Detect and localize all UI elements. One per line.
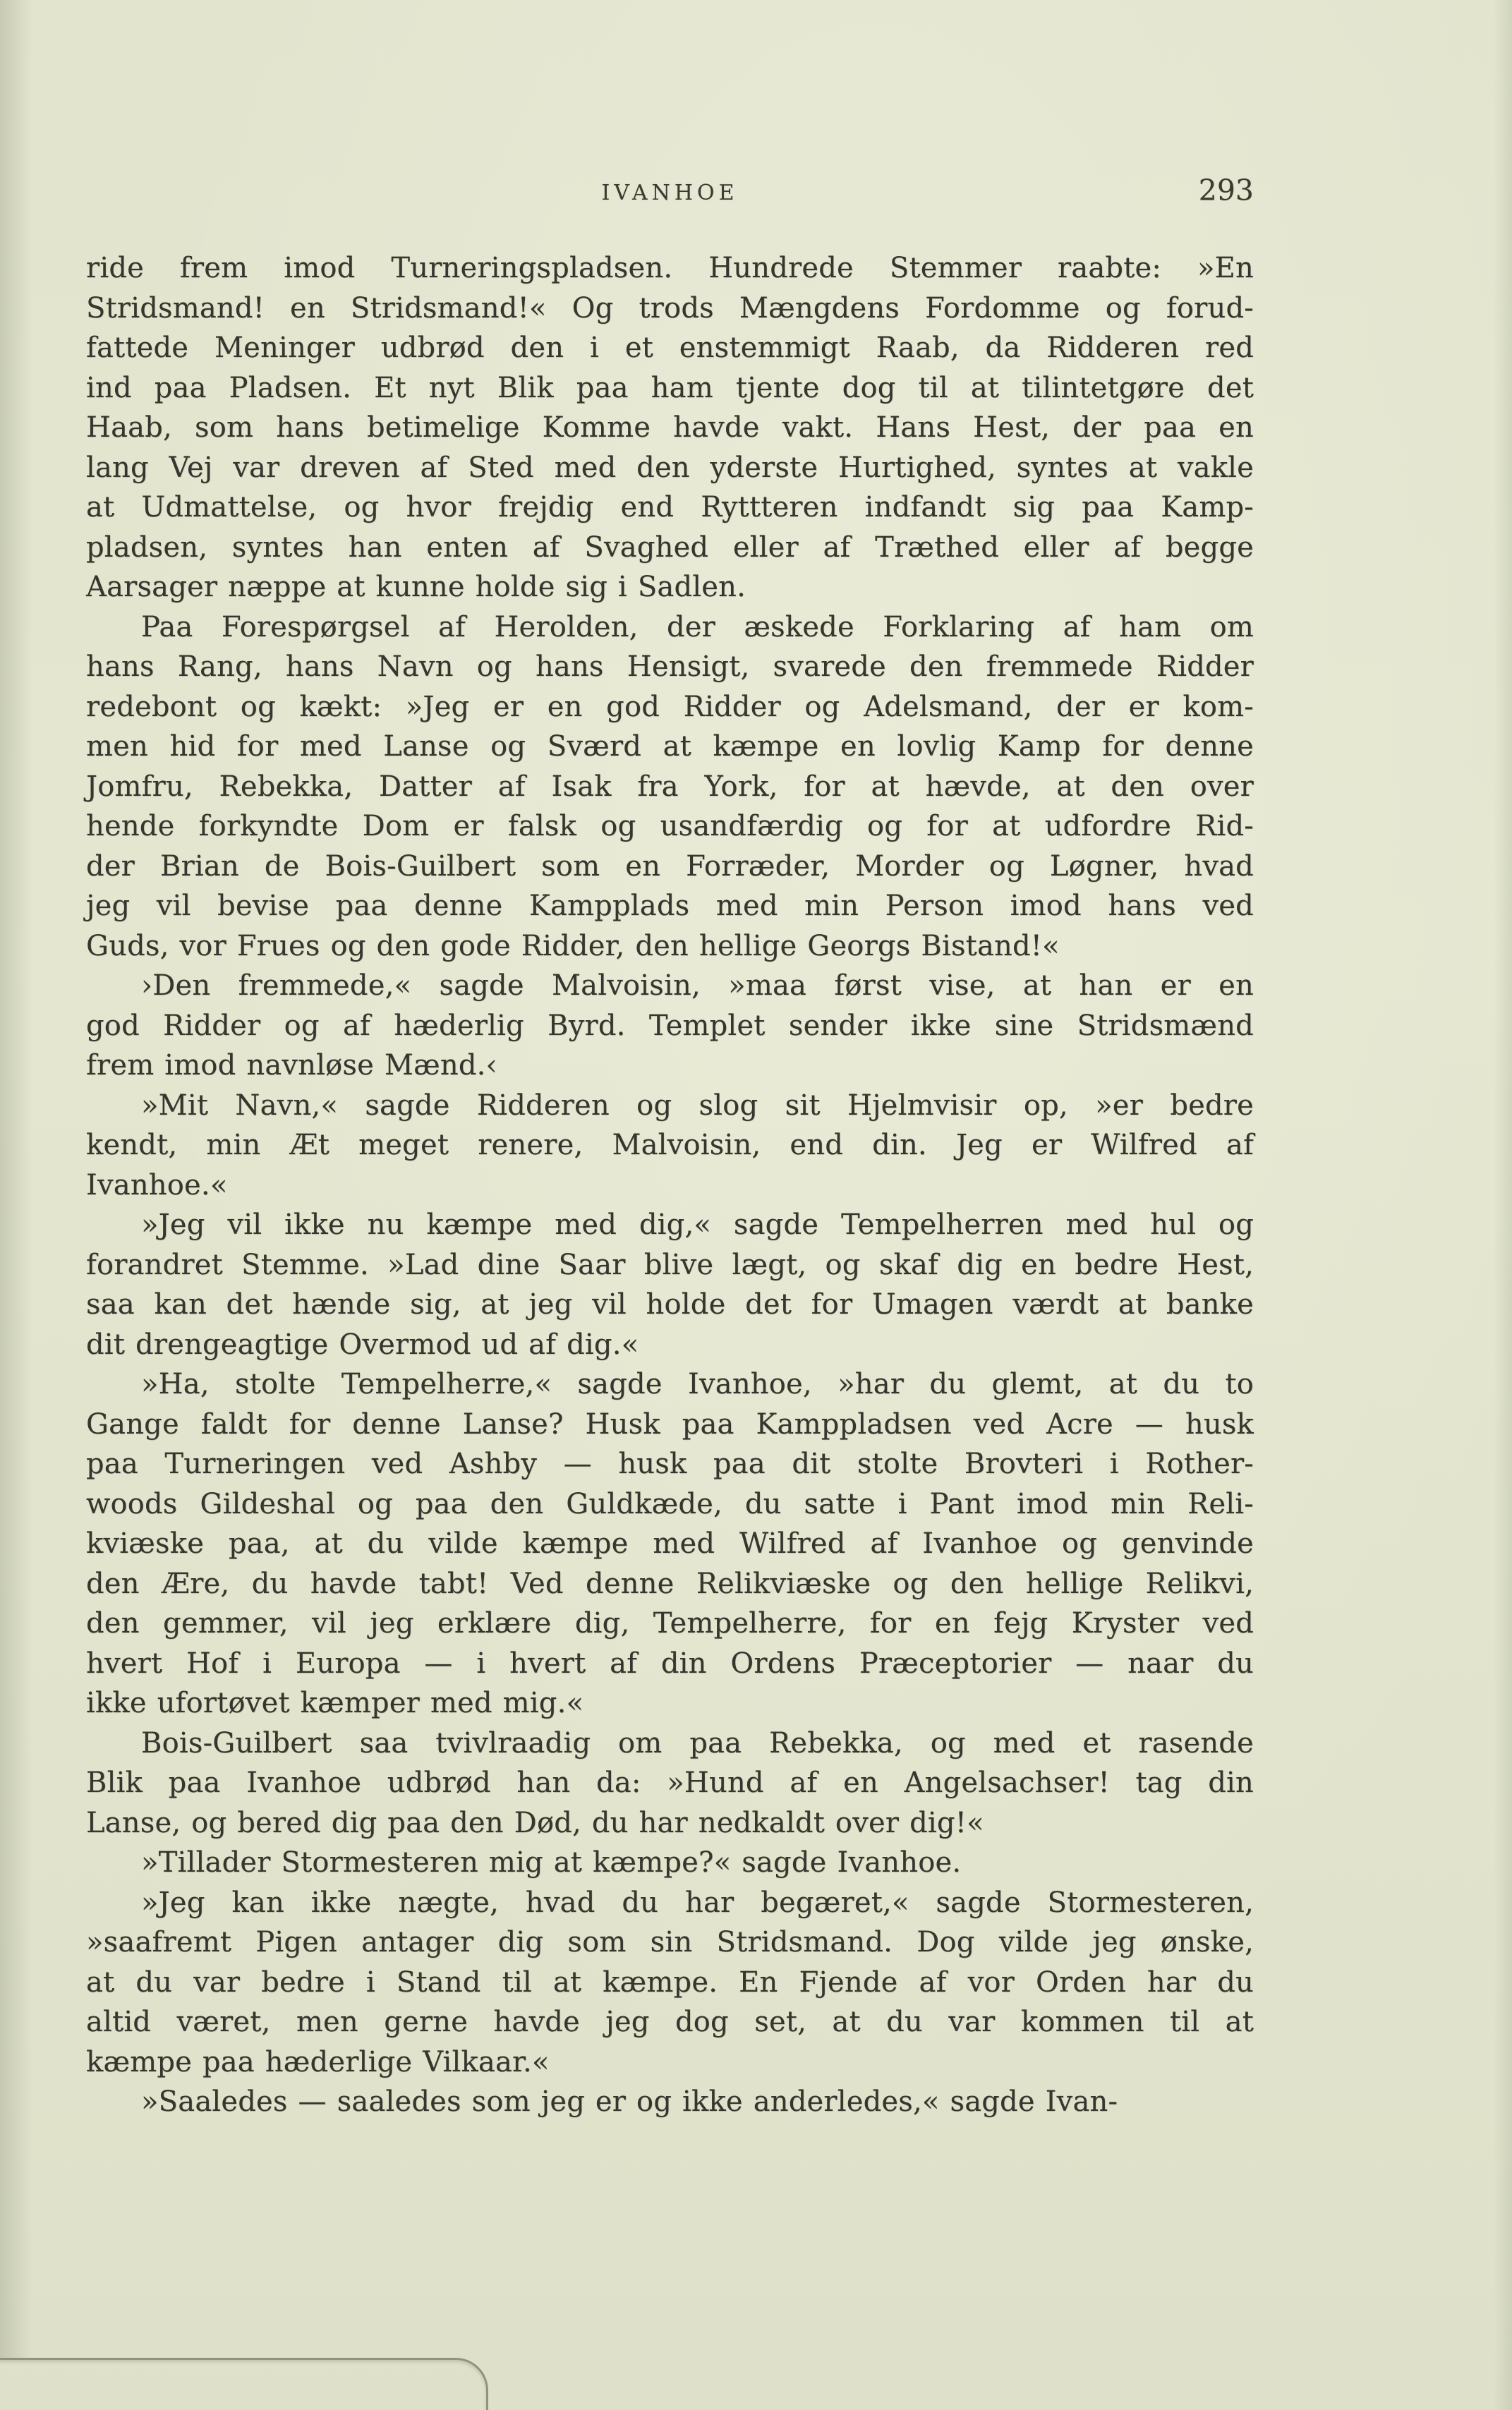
paragraph: [86, 1364, 1254, 1724]
paragraph: [86, 1843, 1254, 1883]
text-line: dit drengeagtige Overmod ud af dig.«: [86, 1328, 639, 1361]
text-line: Jomfru, Rebekka, Datter af Isak fra York, for at hævde, at den over: [86, 770, 1254, 803]
text-line: »Jeg vil ikke nu kæmpe med dig,« sagde Tempelherren med hul og: [141, 1209, 1254, 1241]
text-line: »Mit Navn,« sagde Ridderen og slog sit Hjelmvisir op, »er bedre: [141, 1089, 1254, 1122]
text-line: »saafremt Pigen antager dig som sin Stridsmand. Dog vilde jeg ønske,: [86, 1926, 1254, 1958]
body-text: [86, 248, 1254, 2122]
text-line: redebont og kækt: »Jeg er en god Ridder og Adelsmand, der er kom-: [86, 690, 1254, 723]
text-line: den Ære, du havde tabt! Ved denne Relikviæske og den hellige Relikvi,: [86, 1567, 1254, 1600]
paragraph: [86, 248, 1254, 607]
text-line: saa kan det hænde sig, at jeg vil holde det for Umagen værdt at banke: [86, 1288, 1254, 1321]
text-line: lang Vej var dreven af Sted med den yderste Hurtighed, syntes at vakle: [86, 451, 1254, 484]
text-line: pladsen, syntes han enten af Svaghed eller af Træthed eller af begge: [86, 531, 1254, 564]
text-line: ride frem imod Turneringspladsen. Hundrede Stemmer raabte: »En: [86, 252, 1254, 284]
running-head: [86, 174, 1254, 209]
text-line: hende forkyndte Dom er falsk og usandfærdig og for at udfordre Rid-: [86, 810, 1254, 842]
paragraph: [86, 1883, 1254, 2083]
text-line: der Brian de Bois-Guilbert som en Forræder, Morder og Løgner, hvad: [86, 849, 1254, 883]
text-line: Paa Forespørgsel af Herolden, der æskede Forklaring af ham om: [141, 610, 1254, 643]
text-line: woods Gildeshal og paa den Guldkæde, du satte i Pant imod min Reli-: [86, 1487, 1254, 1520]
text-line: paa Turneringen ved Ashby — husk paa dit stolte Brovteri i Rother-: [86, 1448, 1254, 1480]
text-line: forandret Stemme. »Lad dine Saar blive lægt, og skaf dig en bedre Hest,: [86, 1248, 1254, 1281]
scan-edge-shadow-left: [0, 0, 32, 2410]
page-title: IVANHOE: [601, 181, 739, 205]
text-line: frem imod navnløse Mænd.‹: [86, 1049, 497, 1082]
scan-edge-shadow-right: [1494, 0, 1512, 2410]
paragraph: [86, 2082, 1254, 2122]
text-line: Stridsmand! en Stridsmand!« Og trods Mængdens Fordomme og forud-: [86, 291, 1254, 325]
paragraph: [86, 607, 1254, 967]
text-line: Ivanhoe.«: [86, 1168, 228, 1201]
text-line: den gemmer, vil jeg erklære dig, Tempelherre, for en fejg Kryster ved: [86, 1607, 1254, 1640]
text-line: hvert Hof i Europa — i hvert af din Ordens Præceptorier — naar du: [86, 1647, 1254, 1680]
inset-box-corner: [0, 2358, 488, 2410]
page-number: 293: [1198, 174, 1254, 207]
text-line: jeg vil bevise paa denne Kampplads med min Person imod hans ved: [86, 890, 1254, 922]
text-line: Blik paa Ivanhoe udbrød han da: »Hund af en Angelsachser! tag din: [86, 1767, 1254, 1799]
text-line: fattede Meninger udbrød den i et enstemmigt Raab, da Ridderen red: [86, 332, 1254, 364]
paragraph: [86, 966, 1254, 1086]
paragraph: [86, 1205, 1254, 1364]
text-line: Aarsager næppe at kunne holde sig i Sadlen.: [86, 571, 746, 603]
paragraph: [86, 1724, 1254, 1843]
text-line: kæmpe paa hæderlige Vilkaar.«: [86, 2045, 550, 2078]
text-line: Gange faldt for denne Lanse? Husk paa Kamppladsen ved Acre — husk: [86, 1407, 1254, 1441]
text-line: hans Rang, hans Navn og hans Hensigt, svarede den fremmede Ridder: [86, 650, 1254, 683]
text-line: altid været, men gerne havde jeg dog set, at du var kommen til at: [86, 2006, 1254, 2038]
text-line: kendt, min Æt meget renere, Malvoisin, end din. Jeg er Wilfred af: [86, 1129, 1254, 1161]
paragraph: [86, 1086, 1254, 1206]
text-line: »Ha, stolte Tempelherre,« sagde Ivanhoe, »har du glemt, at du to: [141, 1368, 1254, 1400]
text-line: god Ridder og af hæderlig Byrd. Templet sender ikke sine Stridsmænd: [86, 1009, 1254, 1042]
text-line: kviæske paa, at du vilde kæmpe med Wilfred af Ivanhoe og genvinde: [86, 1527, 1254, 1560]
text-line: »Tillader Stormesteren mig at kæmpe?« sagde Ivanhoe.: [141, 1846, 962, 1879]
text-line: Lanse, og bered dig paa den Død, du har nedkaldt over dig!«: [86, 1806, 984, 1839]
text-line: ikke ufortøvet kæmper med mig.«: [86, 1687, 584, 1719]
text-line: Haab, som hans betimelige Komme havde vakt. Hans Hest, der paa en: [86, 411, 1254, 444]
text-line: »Jeg kan ikke nægte, hvad du har begæret,« sagde Stormesteren,: [141, 1886, 1254, 1919]
text-line: ind paa Pladsen. Et nyt Blik paa ham tjente dog til at tilintetgøre det: [86, 371, 1254, 404]
text-line: men hid for med Lanse og Sværd at kæmpe en lovlig Kamp for denne: [86, 730, 1254, 763]
text-line: at du var bedre i Stand til at kæmpe. En Fjende af vor Orden har du: [86, 1966, 1254, 1999]
text-line: Guds, vor Frues og den gode Ridder, den hellige Georgs Bistand!«: [86, 929, 1060, 962]
text-line: Bois-Guilbert saa tvivlraadig om paa Rebekka, og med et rasende: [141, 1726, 1254, 1760]
text-line: »Saaledes — saaledes som jeg er og ikke anderledes,« sagde Ivan-: [141, 2085, 1118, 2118]
text-line: ›Den fremmede,« sagde Malvoisin, »maa først vise, at han er en: [141, 969, 1254, 1002]
text-line: at Udmattelse, og hvor frejdig end Ryttteren indfandt sig paa Kamp-: [86, 491, 1254, 523]
